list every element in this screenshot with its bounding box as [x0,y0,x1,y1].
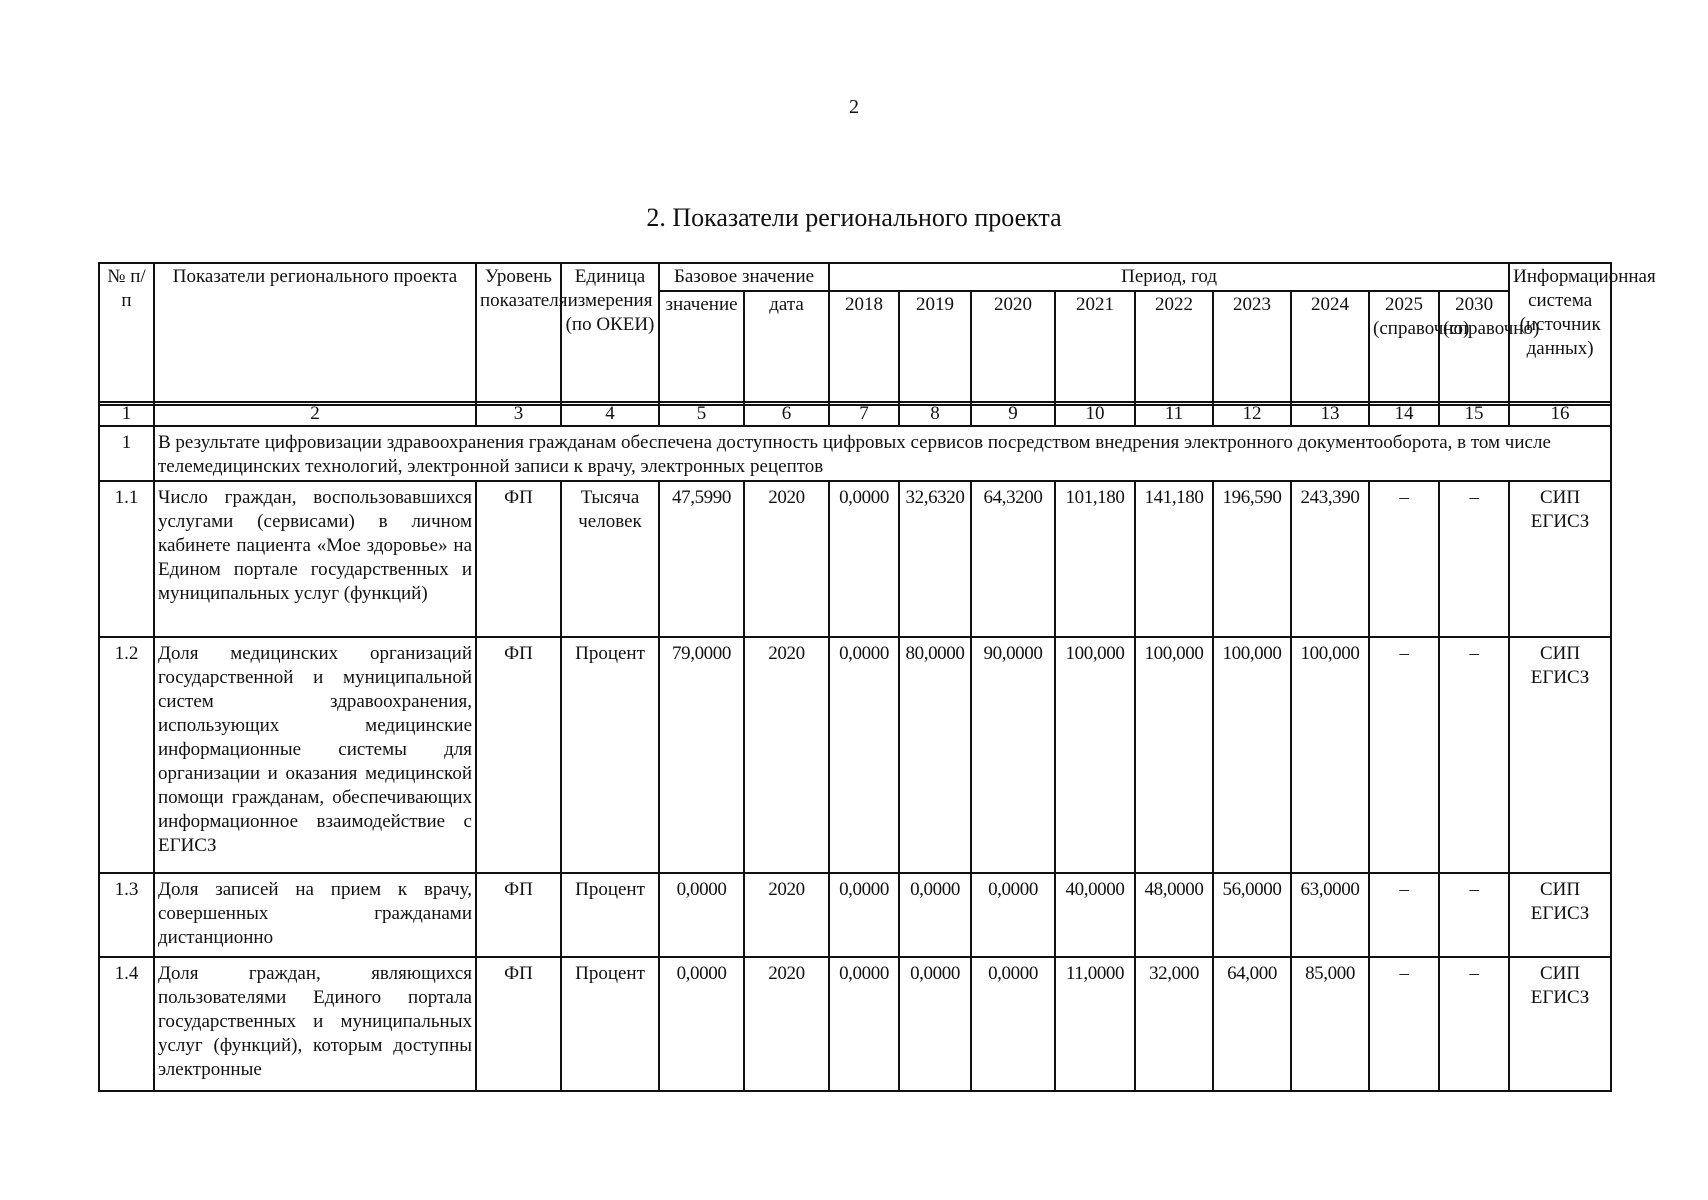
table-row [99,873,1611,957]
base-value: 47,5990 [659,481,744,637]
base-date: 2020 [744,481,829,637]
value-2020: 90,0000 [971,637,1055,873]
base-value: 79,0000 [659,637,744,873]
indicator-level: ФП [476,873,561,957]
value-2025: – [1369,637,1439,873]
header-num: № п/п [99,263,154,405]
value-2018: 0,0000 [829,873,899,957]
info-system: СИП ЕГИСЗ [1509,637,1611,873]
header-unit: Единица измерения (по ОКЕИ) [561,263,659,405]
indicator-unit: Процент [561,957,659,1091]
indicator-unit: Процент [561,873,659,957]
section-num: 1 [99,426,154,481]
value-2020: 64,3200 [971,481,1055,637]
column-number: 16 [1509,402,1611,426]
column-number: 4 [561,402,659,426]
header-year-2023: 2023 [1213,291,1291,405]
section-text: В результате цифровизации здравоохранения гражданам обеспечена доступность цифровых сервисов посредством внедрения электронного документооборота, в том числе телемедицинских технологий, электронной записи к врачу, электронных рецептов [154,426,1611,481]
header-period-group: Период, год [829,263,1509,291]
base-value: 0,0000 [659,957,744,1091]
value-2019: 0,0000 [899,957,971,1091]
column-number: 14 [1369,402,1439,426]
indicator-name: Доля медицинских организаций государственной и муниципальной систем здравоохранения, использующих медицинские информационные системы для организации и оказания медицинской помощи гражданам, обеспечивающих информационное взаимодействие с ЕГИСЗ [154,637,476,873]
column-number: 3 [476,402,561,426]
value-2030: – [1439,481,1509,637]
value-2024: 243,390 [1291,481,1369,637]
column-number: 10 [1055,402,1135,426]
column-number: 13 [1291,402,1369,426]
value-2024: 100,000 [1291,637,1369,873]
header-info-system: Информационная система (источник данных) [1509,263,1611,405]
column-number: 12 [1213,402,1291,426]
value-2023: 64,000 [1213,957,1291,1091]
value-2021: 11,0000 [1055,957,1135,1091]
value-2019: 80,0000 [899,637,971,873]
header-year-2030: 2030 (справочно) [1439,291,1509,405]
indicators-table [98,401,1612,1092]
section-row [99,426,1611,481]
column-number: 15 [1439,402,1509,426]
value-2021: 100,000 [1055,637,1135,873]
value-2030: – [1439,637,1509,873]
table-row [99,481,1611,637]
value-2019: 0,0000 [899,873,971,957]
header-year-2019: 2019 [899,291,971,405]
row-num: 1.3 [99,873,154,957]
value-2021: 101,180 [1055,481,1135,637]
table-row [99,637,1611,873]
value-2022: 100,000 [1135,637,1213,873]
value-2024: 63,0000 [1291,873,1369,957]
indicator-name: Доля граждан, являющихся пользователями Единого портала государственных и муниципальных услуг (функций), которым доступны электронные [154,957,476,1091]
indicator-level: ФП [476,957,561,1091]
header-year-2021: 2021 [1055,291,1135,405]
value-2024: 85,000 [1291,957,1369,1091]
header-year-2024: 2024 [1291,291,1369,405]
column-number: 8 [899,402,971,426]
value-2023: 100,000 [1213,637,1291,873]
indicator-name: Число граждан, воспользовавшихся услугами (сервисами) в личном кабинете пациента «Мое здоровье» на Едином портале государственных и муниципальных услуг (функций) [154,481,476,637]
base-date: 2020 [744,637,829,873]
value-2025: – [1369,873,1439,957]
column-number: 1 [99,402,154,426]
value-2022: 141,180 [1135,481,1213,637]
header-base-value: значение [659,291,744,405]
value-2019: 32,6320 [899,481,971,637]
value-2022: 48,0000 [1135,873,1213,957]
base-date: 2020 [744,957,829,1091]
value-2023: 56,0000 [1213,873,1291,957]
row-num: 1.4 [99,957,154,1091]
value-2021: 40,0000 [1055,873,1135,957]
header-base-date: дата [744,291,829,405]
value-2025: – [1369,957,1439,1091]
indicator-level: ФП [476,637,561,873]
table-row [99,957,1611,1091]
row-num: 1.2 [99,637,154,873]
document-title: 2. Показатели регионального проекта [646,203,1062,232]
column-number: 9 [971,402,1055,426]
column-number: 7 [829,402,899,426]
value-2018: 0,0000 [829,481,899,637]
indicators-header-table [98,262,1656,406]
indicator-name: Доля записей на прием к врачу, совершенных гражданами дистанционно [154,873,476,957]
value-2030: – [1439,957,1509,1091]
column-number: 5 [659,402,744,426]
header-year-2025: 2025 (справочно) [1369,291,1439,405]
value-2030: – [1439,873,1509,957]
header-base-group: Базовое значение [659,263,829,291]
value-2023: 196,590 [1213,481,1291,637]
column-number: 11 [1135,402,1213,426]
base-date: 2020 [744,873,829,957]
value-2025: – [1369,481,1439,637]
column-number: 6 [744,402,829,426]
indicator-unit: Процент [561,637,659,873]
column-number: 2 [154,402,476,426]
info-system: СИП ЕГИСЗ [1509,481,1611,637]
header-indicator-name: Показатели регионального проекта [154,263,476,405]
header-level: Уровень показателя [476,263,561,405]
page-number: 2 [849,96,859,118]
indicator-level: ФП [476,481,561,637]
value-2020: 0,0000 [971,957,1055,1091]
value-2022: 32,000 [1135,957,1213,1091]
value-2020: 0,0000 [971,873,1055,957]
column-number-row [99,402,1611,426]
value-2018: 0,0000 [829,637,899,873]
info-system: СИП ЕГИСЗ [1509,873,1611,957]
info-system: СИП ЕГИСЗ [1509,957,1611,1091]
header-year-2018: 2018 [829,291,899,405]
indicator-unit: Тысяча человек [561,481,659,637]
value-2018: 0,0000 [829,957,899,1091]
base-value: 0,0000 [659,873,744,957]
header-year-2020: 2020 [971,291,1055,405]
row-num: 1.1 [99,481,154,637]
header-year-2022: 2022 [1135,291,1213,405]
